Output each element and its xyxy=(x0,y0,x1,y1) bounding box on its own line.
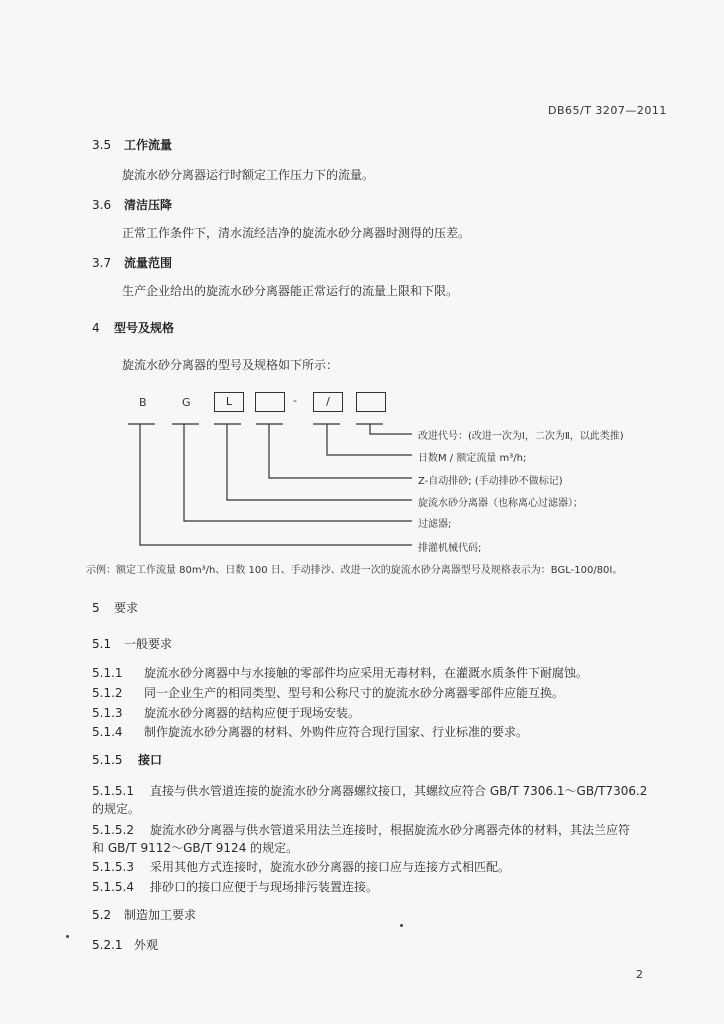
clause-text: 旋流水砂分离器中与水接触的零部件均应采用无毒材料，在灌溉水质条件下耐腐蚀。 xyxy=(144,666,589,680)
section-5-2-1-heading xyxy=(92,936,158,953)
section-title: 接口 xyxy=(138,753,163,767)
model-box-slash-text: / xyxy=(326,395,330,408)
section-title: 清洁压降 xyxy=(124,198,173,212)
section-number: 5.2 xyxy=(92,908,112,922)
clause-number: 5.1.3 xyxy=(92,706,123,720)
model-label-improvement: 改进代号：(改进一次为Ⅰ，二次为Ⅱ，以此类推) xyxy=(418,431,624,442)
model-label-separator: 旋流水砂分离器（也称离心过滤器）； xyxy=(418,498,583,509)
clause-5-1-5-1-cont: 的规定。 xyxy=(92,802,141,816)
clause-text: 直接与供水管道连接的旋流水砂分离器螺纹接口，其螺纹应符合 GB/T 7306.1～GB/T7306.2 xyxy=(150,784,648,798)
section-number: 3.5 xyxy=(92,138,112,152)
clause-5-1-3 xyxy=(92,704,360,721)
section-title: 外观 xyxy=(134,938,159,952)
model-example: 示例：额定工作流量 80m³/h、日数 100 日、手动排沙、改进一次的旋流水砂分离器型号及规格表示为：BGL-100/80Ⅰ。 xyxy=(86,565,623,576)
section-number: 5 xyxy=(92,601,100,615)
model-label-days-flow: 日数M / 额定流量 m³/h; xyxy=(418,453,527,464)
section-title: 一般要求 xyxy=(124,637,173,651)
model-label-filter: 过滤器; xyxy=(418,519,452,530)
section-5-1-5-heading xyxy=(92,751,162,768)
section-3-6-body: 正常工作条件下，清水流经洁净的旋流水砂分离器时测得的压差。 xyxy=(122,226,471,240)
section-number: 5.2.1 xyxy=(92,938,123,952)
clause-number: 5.1.5.1 xyxy=(92,784,134,798)
clause-5-1-5-3 xyxy=(92,858,510,875)
section-title: 型号及规格 xyxy=(114,321,175,335)
clause-5-1-4 xyxy=(92,723,528,740)
model-label-machinery-code: 排灌机械代码; xyxy=(418,543,482,554)
clause-text: 制作旋流水砂分离器的材料、外购件应符合现行国家、行业标准的要求。 xyxy=(144,725,529,739)
clause-text: 采用其他方式连接时，旋流水砂分离器的接口应与连接方式相匹配。 xyxy=(150,860,511,874)
section-number: 4 xyxy=(92,321,100,335)
clause-number: 5.1.5.2 xyxy=(92,823,134,837)
model-letter-b: B xyxy=(139,396,147,409)
model-letter-g: G xyxy=(182,396,191,409)
section-title: 要求 xyxy=(114,601,139,615)
clause-number: 5.1.5.4 xyxy=(92,880,134,894)
section-4-intro: 旋流水砂分离器的型号及规格如下所示： xyxy=(122,358,339,372)
section-5-1-heading xyxy=(92,635,172,652)
section-title: 制造加工要求 xyxy=(124,908,197,922)
model-dash: - xyxy=(293,394,297,407)
section-5-heading xyxy=(92,599,138,616)
clause-number: 5.1.2 xyxy=(92,686,123,700)
section-number: 3.6 xyxy=(92,198,112,212)
model-label-auto-sand: Z-自动排砂; (手动排砂不做标记) xyxy=(418,476,563,487)
section-5-2-heading xyxy=(92,906,196,923)
clause-number: 5.1.5.3 xyxy=(92,860,134,874)
section-title: 流量范围 xyxy=(124,256,173,270)
clause-5-1-5-1 xyxy=(92,782,647,799)
clause-5-1-5-4 xyxy=(92,878,378,895)
clause-5-1-5-2 xyxy=(92,821,630,838)
model-box-l-text: L xyxy=(225,395,233,408)
section-number: 5.1 xyxy=(92,637,112,651)
document-code: DB65/T 3207—2011 xyxy=(548,104,667,117)
clause-5-1-5-2-cont: 和 GB/T 9112～GB/T 9124 的规定。 xyxy=(92,841,299,855)
section-3-5-body: 旋流水砂分离器运行时额定工作压力下的流量。 xyxy=(122,168,375,182)
section-title: 工作流量 xyxy=(124,138,173,152)
clause-text: 排砂口的接口应便于与现场排污装置连接。 xyxy=(150,880,379,894)
clause-text: 旋流水砂分离器的结构应便于现场安装。 xyxy=(144,706,361,720)
page-number: 2 xyxy=(636,968,643,981)
clause-number: 5.1.1 xyxy=(92,666,123,680)
scan-speck xyxy=(400,924,403,927)
clause-text: 同一企业生产的相同类型、型号和公称尺寸的旋流水砂分离器零部件应能互换。 xyxy=(144,686,565,700)
clause-5-1-2 xyxy=(92,684,564,701)
scan-speck xyxy=(66,935,69,938)
section-number: 3.7 xyxy=(92,256,112,270)
clause-text: 旋流水砂分离器与供水管道采用法兰连接时，根据旋流水砂分离器壳体的材料，其法兰应符 xyxy=(150,823,631,837)
section-3-7-body: 生产企业给出的旋流水砂分离器能正常运行的流量上限和下限。 xyxy=(122,284,459,298)
clause-5-1-1 xyxy=(92,664,588,681)
clause-number: 5.1.4 xyxy=(92,725,123,739)
section-number: 5.1.5 xyxy=(92,753,123,767)
